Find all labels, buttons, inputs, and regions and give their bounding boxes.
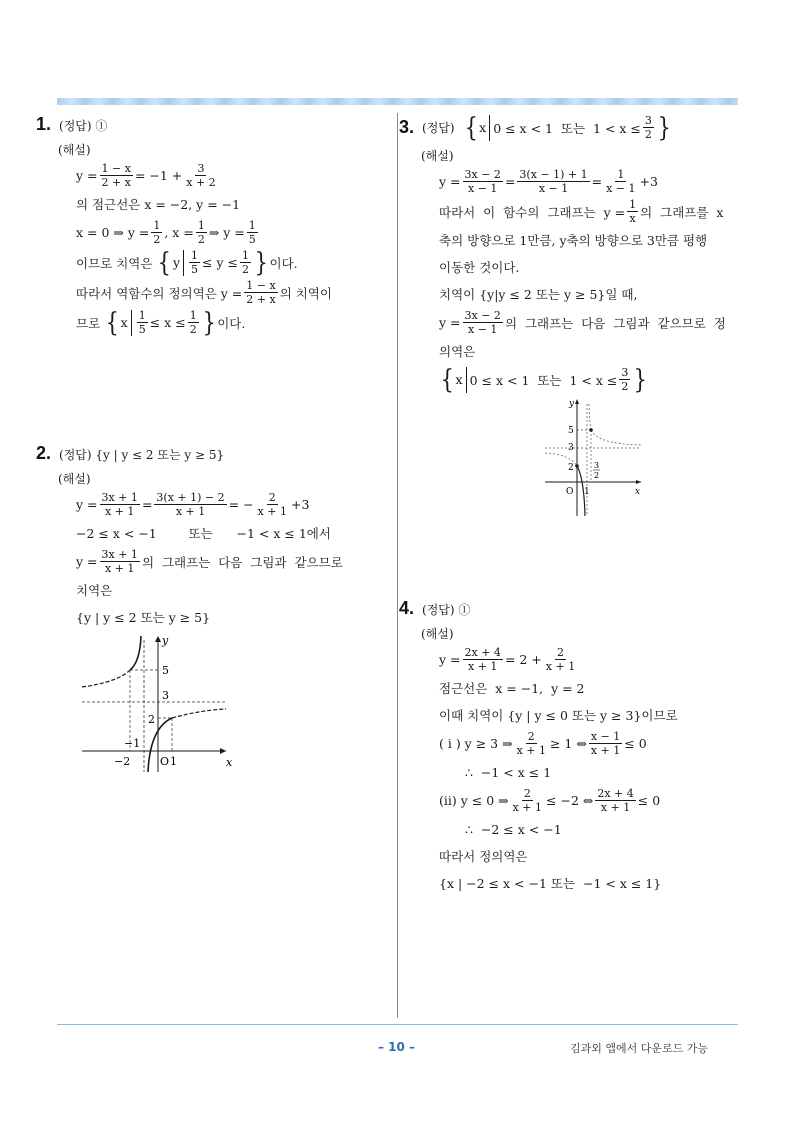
text-line: [76, 548, 386, 575]
curve-left-solid: [130, 636, 141, 670]
equation-text: y =: [439, 652, 461, 667]
case-line: [439, 787, 744, 814]
fraction-numerator: 1: [241, 249, 249, 262]
y-axis-label: y: [569, 399, 575, 409]
fraction-numerator: 1: [191, 249, 199, 262]
fraction-denominator: 2: [197, 233, 205, 246]
fraction-numerator: 1: [197, 219, 205, 232]
column-divider: [397, 113, 398, 1018]
equation-text: x = 0 ⇒ y =: [76, 225, 150, 240]
tick-label-minus1: −1: [124, 737, 141, 750]
equation-text: = −: [228, 497, 254, 512]
fraction-denominator: 2: [241, 263, 249, 276]
fraction-numerator: 1: [153, 219, 161, 232]
question-number: 2.: [36, 443, 52, 463]
equation-text: +3: [290, 497, 310, 512]
equation-text: +3: [639, 174, 658, 189]
curve-right-dashed-upper: [589, 404, 591, 430]
origin-label: O: [160, 755, 170, 768]
fraction: [154, 491, 226, 518]
fraction-numerator: 3x − 2: [464, 168, 501, 181]
equation-line: [76, 491, 386, 518]
text-line: [439, 228, 744, 252]
fraction-denominator: x + 1: [175, 505, 206, 518]
text: −2 ≤ x < −1 또는 −1 < x ≤ 1에서: [76, 526, 331, 541]
fraction-denominator: x + 1: [105, 505, 135, 518]
set-condition: 0 ≤ x < 1 또는 1 < x ≤: [493, 120, 641, 136]
equation-text: =: [504, 174, 516, 189]
fraction-denominator: x + 1: [600, 801, 631, 814]
equation-line: [439, 646, 744, 673]
set-variable: x: [479, 120, 487, 135]
fraction: [184, 162, 217, 189]
fraction-numerator: 2x + 4: [597, 787, 634, 800]
text: 의 그래프는 다음 그림과 같으므로: [141, 554, 343, 570]
fraction-denominator: 2 + x: [101, 176, 131, 189]
fraction: [627, 198, 638, 225]
fraction-numerator: 1 − x: [246, 279, 276, 292]
text-line: [439, 339, 744, 363]
page-number: – 10 –: [377, 1040, 416, 1054]
fraction-denominator: x + 1: [468, 660, 498, 673]
fraction-denominator: x + 1: [512, 801, 543, 814]
text: 치역이 {y|y ≤ 2 또는 y ≥ 5}일 때,: [439, 287, 638, 302]
answer-label: (정답) ①: [422, 603, 471, 617]
x-axis-label: x: [226, 756, 233, 769]
equation-line: [76, 219, 386, 246]
equation-text: (ii) y ≤ 0 ⇒: [439, 793, 509, 808]
fraction-numerator: x − 1: [590, 730, 621, 743]
set-bar: [131, 310, 132, 336]
equation-line: [76, 162, 386, 189]
origin-label: O: [566, 487, 574, 497]
x-axis-arrow: [220, 748, 226, 754]
text-line: [76, 521, 386, 545]
equation-text: y =: [439, 174, 461, 189]
fraction-denominator: x + 1: [516, 744, 546, 757]
question-number: 1.: [36, 114, 52, 134]
tick-label-2: 2: [148, 713, 155, 726]
fraction: [619, 366, 630, 393]
fraction-numerator: 1: [629, 198, 637, 211]
fraction-denominator: x + 1: [257, 505, 287, 518]
text-line: [76, 605, 386, 629]
fraction-denominator: 2: [644, 128, 652, 141]
set-condition: ≤ y ≤: [202, 255, 238, 270]
explanation-label: (해설): [58, 472, 91, 486]
text: 따라서 정의역은: [439, 849, 528, 864]
equation-text: y =: [76, 168, 98, 183]
text: 므로: [76, 315, 105, 331]
fraction-numerator: 1: [617, 168, 625, 181]
fraction: [137, 309, 148, 336]
fraction: [188, 309, 199, 336]
fraction: [463, 646, 503, 673]
fraction-denominator: 2: [189, 323, 197, 336]
fraction-denominator: 2: [153, 233, 161, 246]
text-line: [439, 844, 744, 868]
set-bar: [466, 367, 467, 393]
fraction-denominator: x + 1: [105, 562, 135, 575]
fraction: [595, 787, 635, 814]
explanation-label: (해설): [58, 143, 91, 157]
tick-label-3-2-num: 3: [594, 461, 600, 470]
text: 이다.: [217, 315, 246, 331]
explanation-label: (해설): [421, 627, 454, 641]
set-variable: y: [172, 255, 181, 270]
question-1: [36, 114, 386, 339]
fraction: [643, 114, 654, 141]
text-line: [76, 578, 386, 602]
fraction-numerator: 1: [189, 309, 197, 322]
fraction-denominator: 2 + x: [246, 293, 276, 306]
equation-line: [439, 168, 744, 195]
answer-label: (정답): [422, 121, 455, 135]
fraction-denominator: x: [629, 212, 636, 225]
fraction-denominator: x − 1: [538, 182, 569, 195]
equation-text: = 2 +: [504, 652, 542, 667]
text: 의역은: [439, 344, 476, 359]
domain-line: [439, 366, 744, 393]
text: 따라서 역함수의 정의역은 y =: [76, 285, 243, 301]
set-condition: ≤ x ≤: [149, 315, 186, 330]
text-line: [439, 255, 744, 279]
left-brace: {: [464, 112, 478, 143]
fraction: [515, 730, 548, 757]
fraction-numerator: 3: [644, 114, 652, 127]
text: 이다.: [269, 255, 298, 271]
equation-text: =: [141, 497, 153, 512]
equation-text: ≤ −2 ⇔: [546, 793, 594, 808]
equation-text: y =: [439, 315, 461, 330]
text-line: [76, 279, 386, 306]
question-number: 4.: [399, 598, 415, 618]
equation-text: , x =: [164, 225, 194, 240]
domain-line: [76, 309, 386, 336]
text: 이동한 것이다.: [439, 260, 520, 275]
fraction-numerator: 1: [138, 309, 146, 322]
curve-left-dashed: [82, 670, 130, 687]
header-bar: [57, 98, 738, 105]
text-line: [439, 871, 744, 895]
fraction: [544, 646, 577, 673]
question-4: [399, 598, 744, 898]
right-brace: }: [657, 112, 671, 143]
fraction-numerator: 3: [197, 162, 205, 175]
fraction-denominator: x − 1: [606, 182, 636, 195]
fraction-denominator: 5: [248, 233, 256, 246]
text: ∴ −2 ≤ x < −1: [465, 821, 562, 837]
fraction: [151, 219, 162, 246]
text: {y | y ≤ 2 또는 y ≥ 5}: [76, 610, 211, 625]
text-line: [439, 703, 744, 727]
fraction: [100, 162, 133, 189]
text-line: [439, 309, 744, 336]
fraction: [247, 219, 258, 246]
right-brace: }: [633, 364, 648, 395]
fraction-numerator: 1 − x: [101, 162, 131, 175]
fraction: [196, 219, 207, 246]
left-brace: {: [105, 307, 120, 338]
tick-label-3: 3: [162, 689, 169, 702]
tick-label-3-2-den: 2: [594, 471, 600, 480]
text: 축의 방향으로 1만큼, y축의 방향으로 3만큼 평행: [439, 233, 708, 248]
question-3: [399, 114, 744, 521]
tick-label-1: 1: [584, 487, 590, 497]
fraction: [100, 548, 140, 575]
fraction: [240, 249, 251, 276]
text-line: [76, 192, 386, 216]
fraction-denominator: x − 1: [468, 323, 498, 336]
text-line: [439, 198, 744, 225]
y-axis-label: y: [162, 634, 169, 647]
case-line: [439, 730, 744, 757]
fraction-numerator: 3x + 1: [101, 491, 138, 504]
set-condition: 0 ≤ x < 1 또는 1 < x ≤: [469, 372, 618, 388]
endpoint-dot: [589, 428, 593, 432]
fraction-numerator: 1: [248, 219, 256, 232]
left-brace: {: [158, 247, 172, 278]
graph-q3: [539, 396, 649, 521]
equation-text: ( i ) y ≥ 3 ⇒: [439, 736, 513, 751]
curve-right-dashed: [172, 709, 226, 718]
text: 치역은: [76, 583, 113, 598]
set-variable: x: [120, 315, 128, 330]
fraction: [244, 279, 277, 306]
set-notation: [156, 249, 269, 276]
fraction: [517, 168, 589, 195]
equation-text: ≤ 0: [624, 736, 647, 751]
fraction-numerator: 2x + 4: [464, 646, 501, 659]
y-axis-arrow: [155, 636, 161, 642]
fraction-numerator: 2: [557, 646, 564, 659]
tick-label-3: 3: [568, 443, 574, 453]
range-line: [76, 249, 386, 276]
fraction: [463, 168, 503, 195]
text-line: [439, 282, 744, 306]
fraction: [189, 249, 200, 276]
fraction-numerator: 3(x − 1) + 1: [519, 168, 588, 181]
set-bar: [183, 250, 184, 276]
x-axis-arrow: [636, 480, 641, 484]
fraction: [511, 787, 544, 814]
fraction-numerator: 2: [527, 730, 535, 743]
tick-label-minus2: −2: [114, 755, 131, 768]
text: 이므로 치역은: [76, 255, 157, 271]
set-notation: [439, 366, 649, 393]
set-notation: [104, 309, 217, 336]
fraction-numerator: 2: [268, 491, 276, 504]
endpoint-dot: [575, 464, 579, 468]
text: 따라서 이 함수의 그래프는 y =: [439, 204, 626, 220]
fraction-numerator: 2: [523, 787, 531, 800]
tick-label-5: 5: [568, 426, 574, 436]
equation-text: ⇒ y =: [208, 225, 245, 240]
curve-right-dashed: [591, 430, 641, 445]
fraction: [256, 491, 289, 518]
tick-label-2: 2: [568, 463, 574, 473]
fraction-denominator: x + 1: [545, 660, 576, 673]
equation-text: y =: [76, 554, 98, 569]
fraction: [604, 168, 637, 195]
text: 의 치역이: [279, 285, 332, 301]
question-number: 3.: [399, 117, 415, 137]
set-bar: [489, 115, 490, 141]
question-2: [36, 443, 386, 777]
text-line: [439, 676, 744, 700]
text: 의 그래프는 다음 그림과 같으므로 정: [504, 315, 726, 331]
fraction-numerator: 3x − 2: [464, 309, 501, 322]
right-brace: }: [202, 307, 216, 338]
equation-text: =: [591, 174, 603, 189]
equation-text: = −1 +: [134, 168, 183, 183]
footer-line: [57, 1024, 738, 1025]
graph-q2: [76, 632, 246, 777]
text: 이때 치역이 {y | y ≤ 0 또는 y ≥ 3}이므로: [439, 708, 678, 723]
fraction: [589, 730, 622, 757]
fraction-numerator: 3(x + 1) − 2: [156, 491, 225, 504]
footer-note: 김과외 앱에서 다운로드 가능: [570, 1042, 709, 1055]
tick-label-1: 1: [170, 755, 177, 768]
fraction-denominator: 5: [191, 263, 199, 276]
equation-text: ≥ 1 ⇔: [549, 736, 587, 751]
fraction-denominator: 5: [138, 323, 146, 336]
left-brace: {: [440, 364, 454, 395]
fraction-denominator: 2: [621, 380, 629, 393]
fraction-denominator: x + 2: [186, 176, 216, 189]
set-variable: x: [455, 372, 463, 387]
fraction-denominator: x − 1: [468, 182, 498, 195]
answer-set: [463, 114, 673, 141]
fraction-numerator: 3: [621, 366, 629, 379]
equation-text: y =: [76, 497, 98, 512]
y-axis-arrow: [575, 399, 579, 404]
text-line: [465, 817, 744, 841]
text-line: [465, 760, 744, 784]
explanation-label: (해설): [421, 149, 454, 163]
tick-label-5: 5: [162, 664, 169, 677]
fraction-numerator: 3x + 1: [101, 548, 138, 561]
right-brace: }: [254, 247, 268, 278]
text: 점근선은 x = −1, y = 2: [439, 681, 585, 696]
text: {x | −2 ≤ x < −1 또는 −1 < x ≤ 1}: [439, 876, 662, 891]
fraction: [100, 491, 140, 518]
text: 의 점근선은 x = −2, y = −1: [76, 197, 241, 212]
answer-label: (정답) ①: [59, 119, 108, 133]
equation-text: ≤ 0: [637, 793, 661, 808]
fraction: [463, 309, 503, 336]
x-axis-label: x: [635, 487, 641, 497]
text: ∴ −1 < x ≤ 1: [465, 764, 552, 780]
text: 의 그래프를 x: [640, 204, 724, 220]
answer-label: (정답) {y | y ≤ 2 또는 y ≥ 5}: [59, 448, 225, 462]
fraction-denominator: x + 1: [590, 744, 621, 757]
